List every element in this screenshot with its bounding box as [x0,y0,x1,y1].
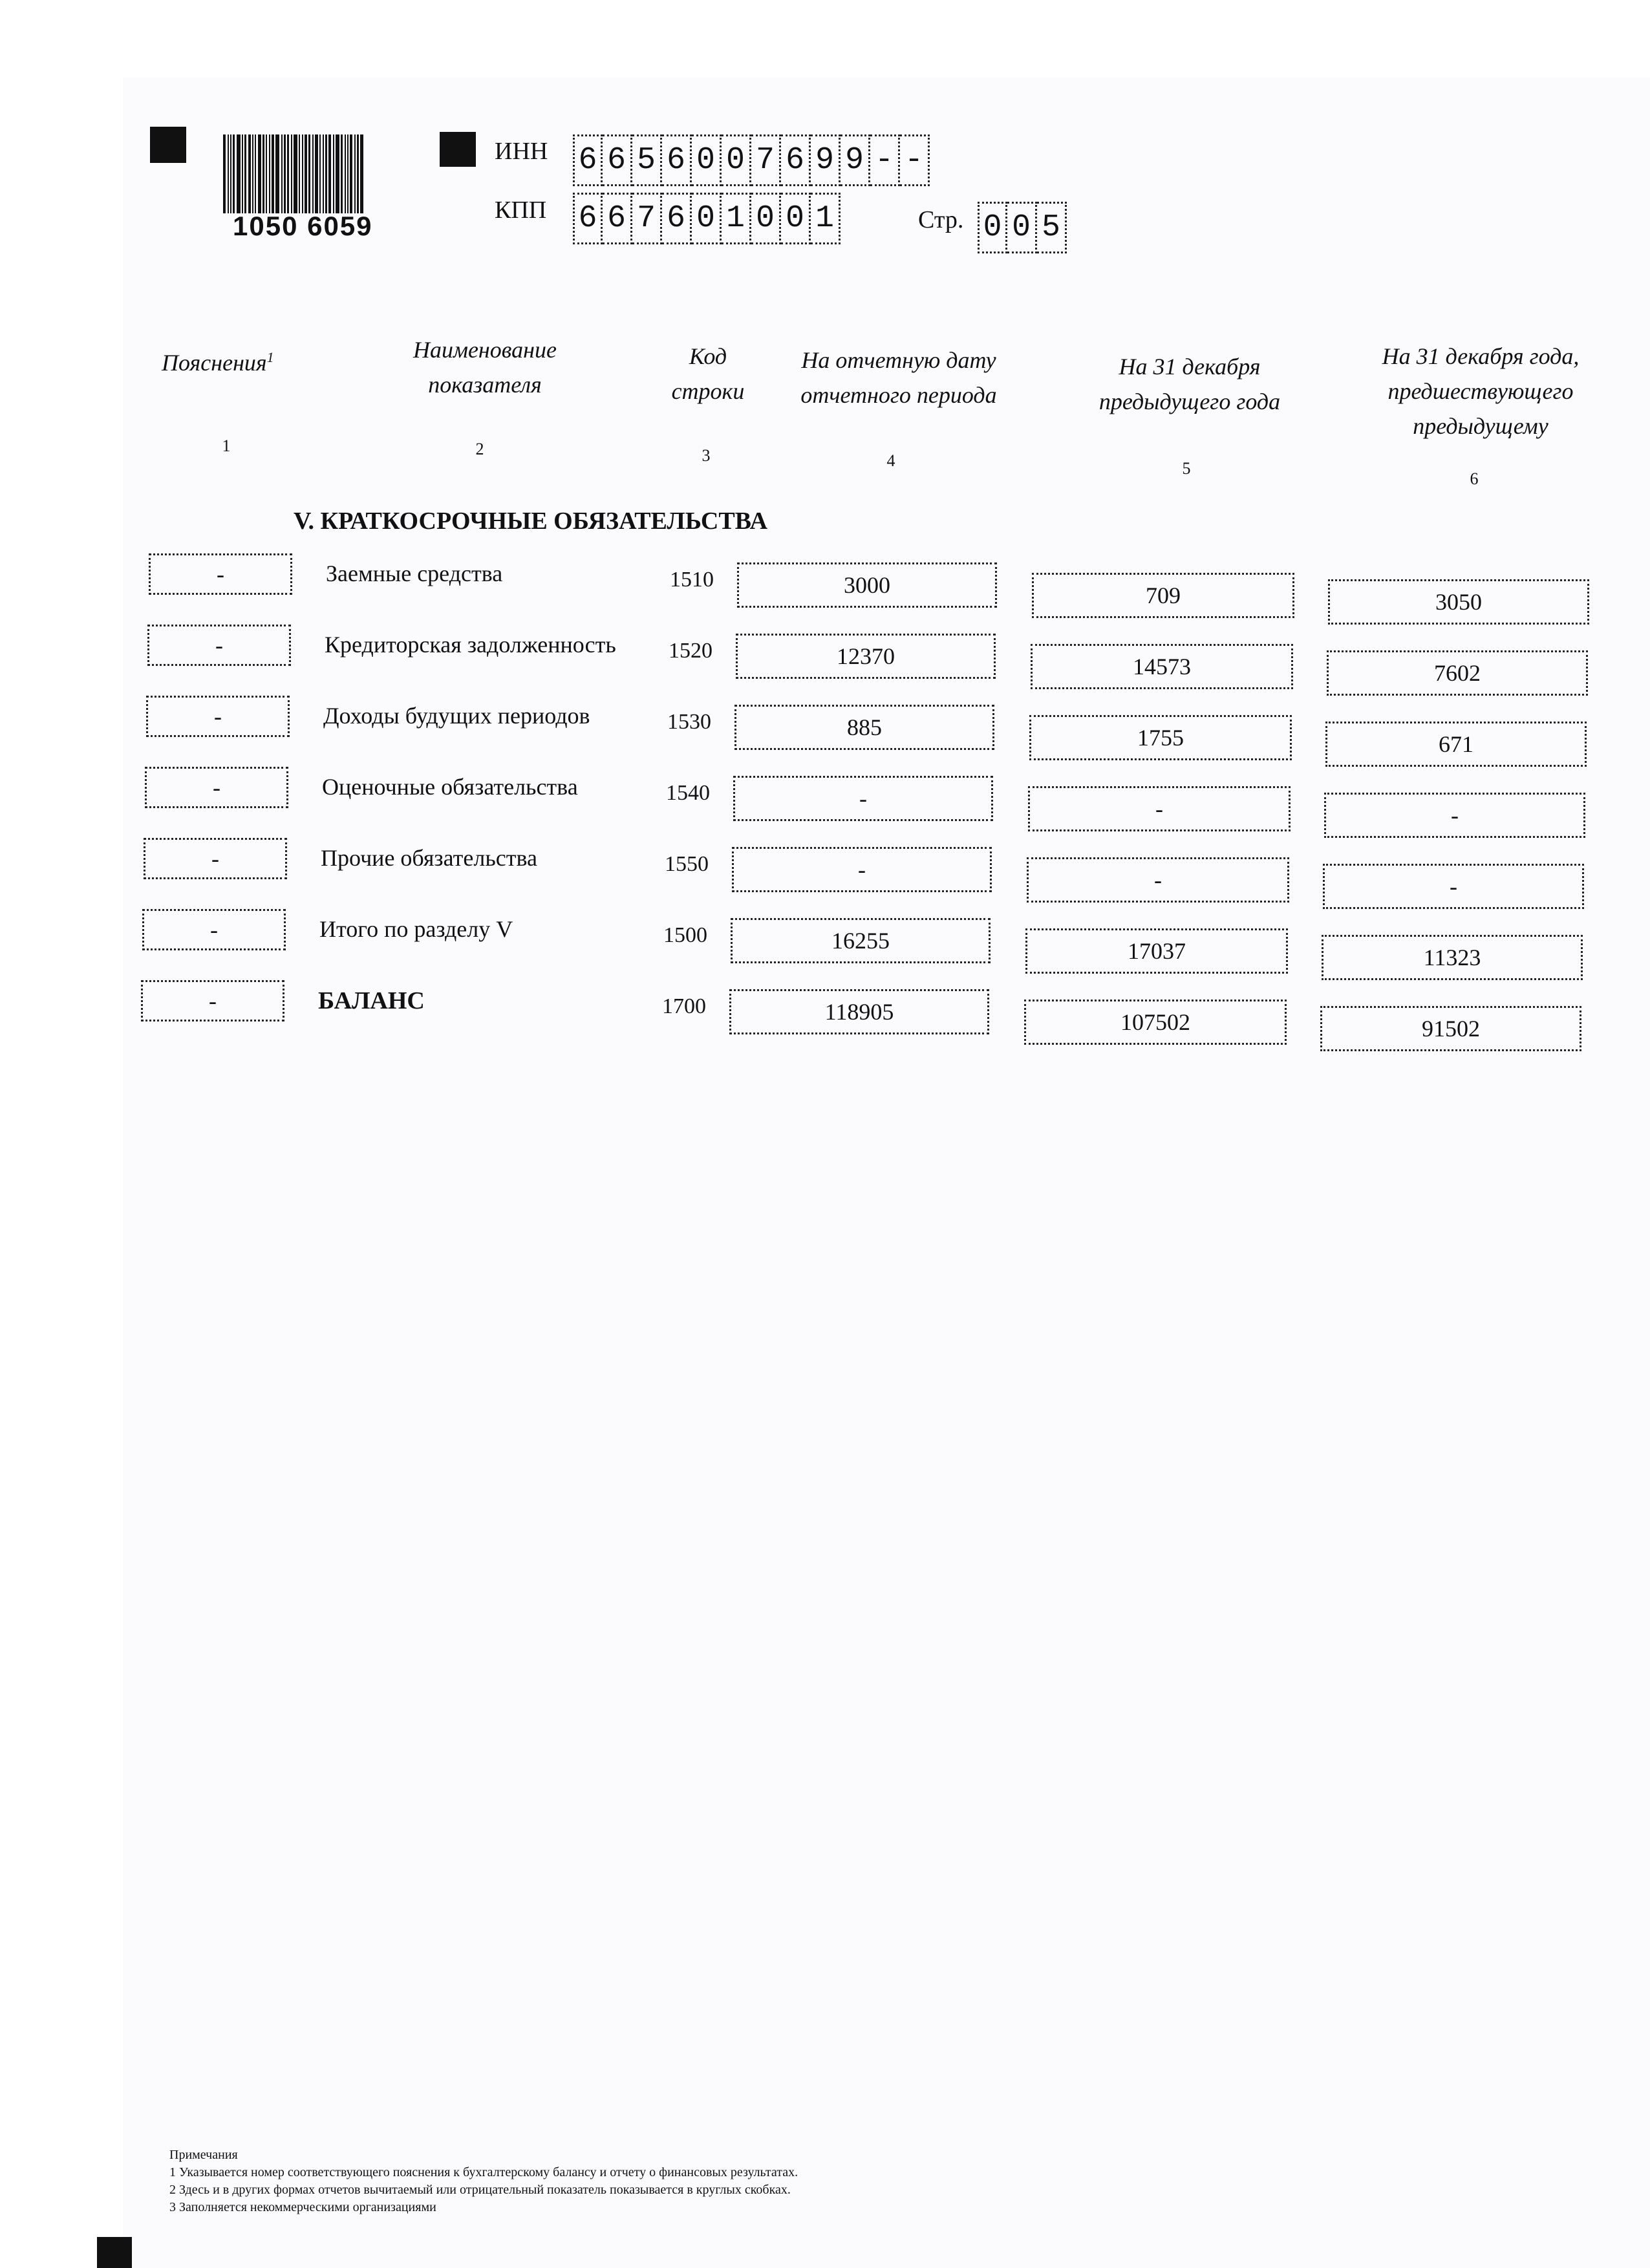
row-note-box: - [145,767,288,808]
barcode-bar [347,134,348,213]
barcode-bar [312,134,314,213]
row-code: 1550 [665,852,709,876]
row-note-box: - [141,980,284,1022]
footnote-1: 1 Указывается номер соответствующего пояснения к бухгалтерскому балансу и отчету о финансовых результатах. [169,2165,798,2179]
inn-cell: 6 [603,134,632,186]
inn-cell: 0 [722,134,751,186]
section-title: V. КРАТКОСРОЧНЫЕ ОБЯЗАТЕЛЬСТВА [294,508,768,535]
inn-cell: - [900,134,930,186]
barcode-number: 1050 6059 [233,211,373,241]
row-note-box: - [149,553,292,595]
col-header-prev-year: На 31 декабря предыдущего года [1098,354,1281,414]
footnotes-title: Примечания [169,2148,238,2162]
row-value-current: 885 [734,705,994,750]
row-name: Заемные средства [326,561,503,586]
inn-cell: 9 [841,134,870,186]
inn-cell: 9 [811,134,841,186]
barcode-bar [291,134,292,213]
row-code: 1500 [663,923,707,947]
inn-cell: 7 [751,134,781,186]
row-value-current: 3000 [737,562,997,608]
page-cell: 5 [1037,202,1067,253]
footnote-3: 3 Заполняется некоммерческими организациями [169,2200,436,2214]
row-value-year-before-prev: 3050 [1328,579,1589,625]
barcode-bar [323,134,324,213]
col-header-notes-title: Пояснения [162,350,267,376]
barcode-bar [258,134,261,213]
col-num-5: 5 [1182,459,1191,478]
barcode-bar [360,134,363,213]
row-value-year-before-prev: - [1323,864,1584,909]
row-note-box: - [142,909,286,950]
footnote-2: 2 Здесь и в других формах отчетов вычитаемый или отрицательный показатель показывается в круглых скобках. [169,2183,791,2197]
inn-label: ИНН [495,138,548,165]
page-cell: 0 [1007,202,1037,253]
barcode-bar [315,134,318,213]
row-code: 1530 [667,710,711,734]
row-value-current: 12370 [736,634,996,679]
row-value-year-before-prev: 91502 [1320,1006,1581,1051]
row-name: Итого по разделу V [319,916,513,942]
barcode-bar [269,134,270,213]
kpp-cell: 6 [662,193,692,244]
kpp-cell: 0 [751,193,781,244]
barcode-bar [272,134,274,213]
barcode-bar [325,134,327,213]
inn-cell: 6 [573,134,603,186]
barcode-bar [275,134,279,213]
kpp-cell: 1 [811,193,841,244]
inn-cell: 0 [692,134,722,186]
row-value-prev-year: 1755 [1029,715,1292,760]
page-cell: 0 [978,202,1007,253]
row-note-box: - [146,696,290,737]
row-name: Оценочные обязательства [322,774,578,800]
barcode-bar [281,134,283,213]
row-value-prev-year: 107502 [1024,1000,1287,1045]
barcode-bar [262,134,264,213]
barcode-bar [255,134,256,213]
barcode-bar [287,134,289,213]
row-value-prev-year: 709 [1032,573,1294,618]
barcode-bar [284,134,286,213]
row-code: 1700 [662,994,706,1018]
barcode-bar [328,134,331,213]
barcode-bar [350,134,352,213]
row-name: Доходы будущих периодов [323,703,590,729]
col-num-2: 2 [475,440,484,458]
barcode-bar [237,134,241,213]
row-note-box: - [147,625,291,666]
row-value-year-before-prev: 671 [1325,722,1587,767]
barcode-bar [354,134,356,213]
barcode-bar [244,134,246,213]
kpp-cell: 7 [632,193,662,244]
page-label: Стр. [918,206,964,233]
barcode-bar [299,134,300,213]
row-value-current: - [733,776,993,821]
row-value-year-before-prev: - [1324,793,1585,838]
barcode [223,134,388,213]
row-value-current: 16255 [731,918,991,963]
barcode-bar [357,134,359,213]
col-header-name: Наименование показателя [412,337,557,398]
row-name: Кредиторская задолженность [325,632,616,658]
row-value-prev-year: 14573 [1031,644,1293,689]
col-num-4: 4 [886,451,895,470]
barcode-bar [230,134,231,213]
row-value-current: - [732,847,992,892]
barcode-bar [223,134,226,213]
kpp-cell: 0 [692,193,722,244]
kpp-cell: 6 [573,193,603,244]
row-value-prev-year: - [1027,857,1289,903]
kpp-cell: 6 [603,193,632,244]
barcode-bar [252,134,253,213]
barcode-bar [308,134,310,213]
col-num-6: 6 [1470,469,1479,488]
row-value-prev-year: 17037 [1025,928,1288,974]
col-header-notes-footnote: 1 [266,349,274,365]
row-code: 1510 [670,568,714,592]
footnotes [169,2146,798,2216]
row-name: БАЛАНС [318,987,425,1014]
corner-marker-top [440,132,476,167]
col-header-current: На отчетную дату отчетного периода [800,347,997,408]
barcode-bar [266,134,267,213]
inn-cell: 6 [781,134,811,186]
barcode-bar [341,134,343,213]
inn-cell: 6 [662,134,692,186]
inn-cell: 5 [632,134,662,186]
corner-marker-top-left [150,127,186,163]
row-value-current: 118905 [729,989,989,1034]
barcode-bar [228,134,229,213]
kpp-cells [573,193,841,247]
row-code: 1540 [666,781,710,805]
barcode-bar [242,134,243,213]
barcode-bar [248,134,251,213]
row-code: 1520 [669,639,712,663]
barcode-bar [233,134,235,213]
barcode-bar [319,134,321,213]
col-num-1: 1 [222,436,231,455]
inn-cells [573,134,930,189]
col-header-code: Код строки [671,343,745,404]
col-header-year-before-prev: На 31 декабря года, предшествующего предыдущему [1382,343,1580,439]
corner-marker-bottom-left [97,2237,132,2268]
page-cells [978,202,1067,256]
kpp-cell: 0 [781,193,811,244]
barcode-bar [305,134,307,213]
kpp-cell: 1 [722,193,751,244]
barcode-bar [333,134,334,213]
row-value-year-before-prev: 7602 [1327,650,1588,696]
barcode-bar [294,134,297,213]
barcode-bar [336,134,339,213]
col-header-notes [162,340,297,380]
row-note-box: - [144,838,287,879]
row-name: Прочие обязательства [321,845,537,871]
row-value-prev-year: - [1028,786,1291,831]
kpp-label: КПП [495,197,547,224]
row-value-year-before-prev: 11323 [1322,935,1583,980]
barcode-bar [345,134,346,213]
inn-cell: - [870,134,900,186]
col-num-3: 3 [702,446,711,465]
barcode-bar [302,134,303,213]
